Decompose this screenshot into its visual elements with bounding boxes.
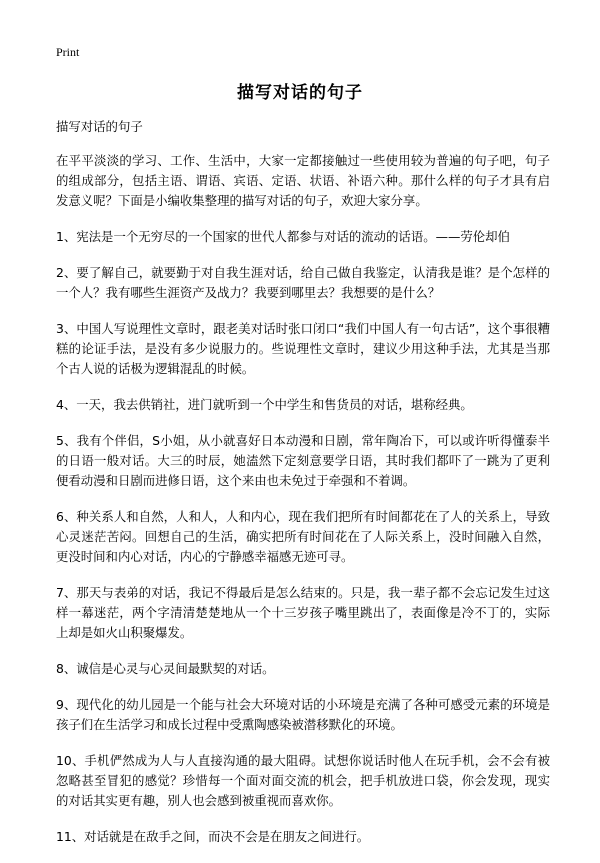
article-body: [56, 117, 550, 863]
sentence-item-8: 8、诚信是心灵与心灵间最默契的对话。: [56, 661, 275, 676]
sentence-item-3: 3、中国人写说理性文章时，跟老美对话时张口闭口“我们中国人有一句古话”，这个事很糟糕的论证手法，是没有多少说服力的。些说理性文章时，建议少用这种手法，尤其是当那个古人说的话极为逻辑混乱的时候。: [56, 321, 550, 376]
sentence-item-2: 2、要了解自己，就要勤于对自我生涯对话，给自己做自我鉴定，认清我是谁？是个怎样的一个人？我有哪些生涯资产及战力？我要到哪里去？我想要的是什么？: [56, 265, 550, 300]
sentence-item-4: 4、一天，我去供销社，进门就听到一个中学生和售货员的对话，堪称经典。: [56, 397, 473, 412]
sentence-item-1: 1、宪法是一个无穷尽的一个国家的世代人都参与对话的流动的话语。——劳伦却伯: [56, 229, 510, 244]
sentence-item-6: 6、种关系人和自然，人和人，人和内心，现在我们把所有时间都花在了人的关系上，导致心灵迷茫苦闷。回想自己的生活，确实把所有时间花在了人际关系上，没时间融入自然，更没时间和内心对话，内心的宁静感幸福感无迹可寻。: [56, 509, 550, 564]
sentence-item-7: 7、那天与表弟的对话，我记不得最后是怎么结束的。只是，我一辈子都不会忘记发生过这样一幕迷茫，两个字清清楚楚地从一个十三岁孩子嘴里跳出了，表面像是冷不丁的，实际上却是如火山积聚爆发。: [56, 585, 550, 640]
print-link[interactable]: Print: [56, 45, 80, 59]
sentence-item-5: 5、我有个伴侣，S小姐，从小就喜好日本动漫和日剧，常年陶冶下，可以或许听得懂泰半的日语一般对话。大三的时辰，她溘然下定刻意要学日语，其时我们都吓了一跳为了更利便看动漫和日剧而进修日语，这个来由也未免过于牵强和不着调。: [56, 433, 550, 488]
sentence-item-11: 11、对话就是在敌手之间，而决不会是在朋友之间进行。: [56, 829, 370, 844]
article-subtitle: 描写对话的句子: [56, 119, 143, 134]
sentence-item-9: 9、现代化的幼儿园是一个能与社会大环境对话的小环境是充满了各种可感受元素的环境是孩子们在生活学习和成长过程中受熏陶感染被潜移默化的环境。: [56, 697, 550, 732]
sentence-item-10: 10、手机俨然成为人与人直接沟通的最大阻碍。试想你说话时他人在玩手机，会不会有被忽略甚至冒犯的感觉？珍惜每一个面对面交流的机会，把手机放进口袋，你会发现，现实的对话其实更有趣，别人也会感到被重视而喜欢你。: [56, 753, 550, 808]
intro-paragraph: 在平平淡淡的学习、工作、生活中，大家一定都接触过一些使用较为普遍的句子吧，句子的组成部分，包括主语、谓语、宾语、定语、状语、补语六种。那什么样的句子才具有启发意义呢？下面是小编收集整理的描写对话的句子，欢迎大家分享。: [56, 153, 550, 208]
page-title: 描写对话的句子: [237, 83, 363, 103]
